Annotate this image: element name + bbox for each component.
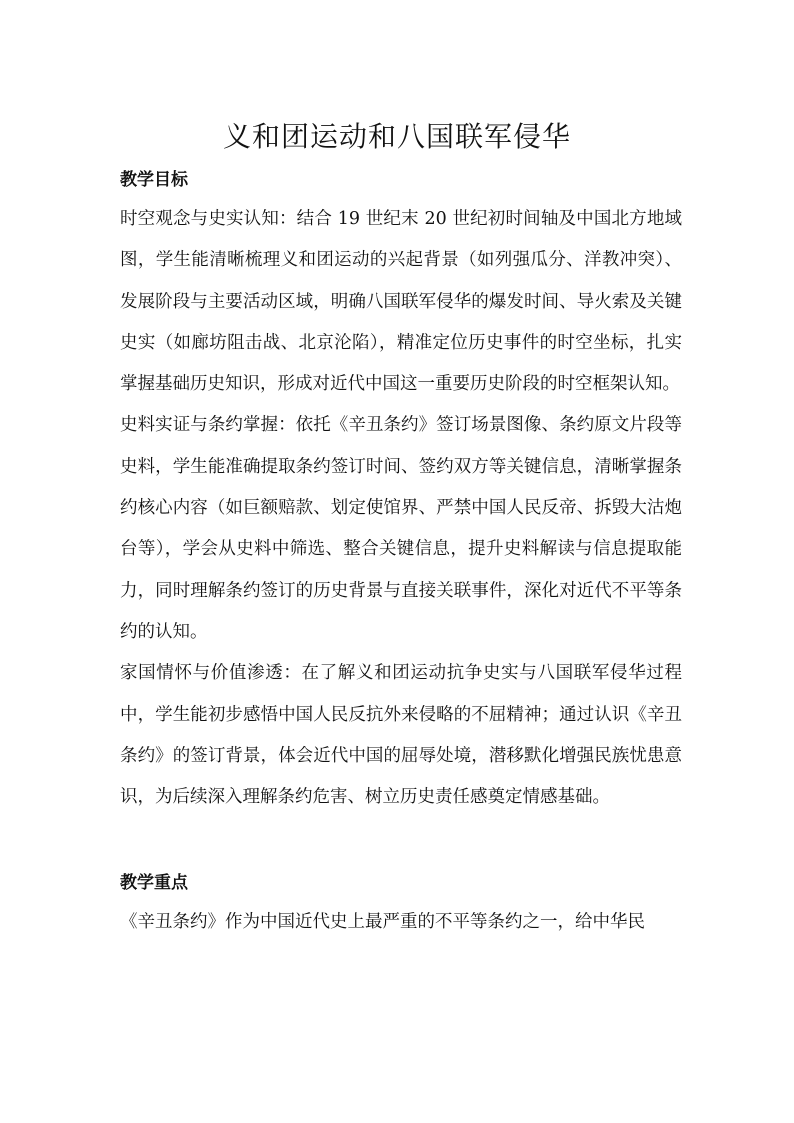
page-title: 义和团运动和八国联军侵华 [222, 119, 571, 153]
paragraph-treaty-focus: 《辛丑条约》作为中国近代史上最严重的不平等条约之一，给中华民 [120, 912, 645, 933]
paragraph-historical-evidence: 史料实证与条约掌握：依托《辛丑条约》签订场景图像、条约原文片段等史料，学生能准确提取条约签订时间、签约双方等关键信息，清晰掌握条约核心内容（如巨额赔款、划定使馆界、严禁中国人民反帝、拆毁大沽炮台等），学会从史料中筛选、整合关键信息，提升史料解读与信息提取能力，同时理解条约签订的历史背景与直接关联事件，深化对近代不平等条约的认知。 [120, 415, 682, 642]
paragraph-spatiotemporal: 时空观念与史实认知：结合 19 世纪末 20 世纪初时间轴及中国北方地域图，学生能清晰梳理义和团运动的兴起背景（如列强瓜分、洋教冲突）、发展阶段与主要活动区域，明确八国联军侵华的爆发时间、导火索及关键史实（如廊坊阻击战、北京沦陷），精准定位历史事件的时空坐标，扎实掌握基础历史知识，形成对近代中国这一重要历史阶段的时空框架认知。 [120, 209, 682, 395]
section-spacer [120, 818, 682, 864]
section-heading-focus: 教学重点 [120, 873, 188, 894]
section-heading-objectives: 教学目标 [120, 170, 188, 190]
section-teaching-objectives [120, 161, 682, 818]
section-teaching-focus [120, 864, 682, 943]
document-body [120, 161, 682, 944]
paragraph-patriotism: 家国情怀与价值渗透：在了解义和团运动抗争史实与八国联军侵华过程中，学生能初步感悟中国人民反抗外来侵略的不屈精神；通过认识《辛丑条约》的签订背景，体会近代中国的屈辱处境，潜移默化增强民族忧患意识，为后续深入理解条约危害、树立历史责任感奠定情感基础。 [120, 663, 682, 808]
